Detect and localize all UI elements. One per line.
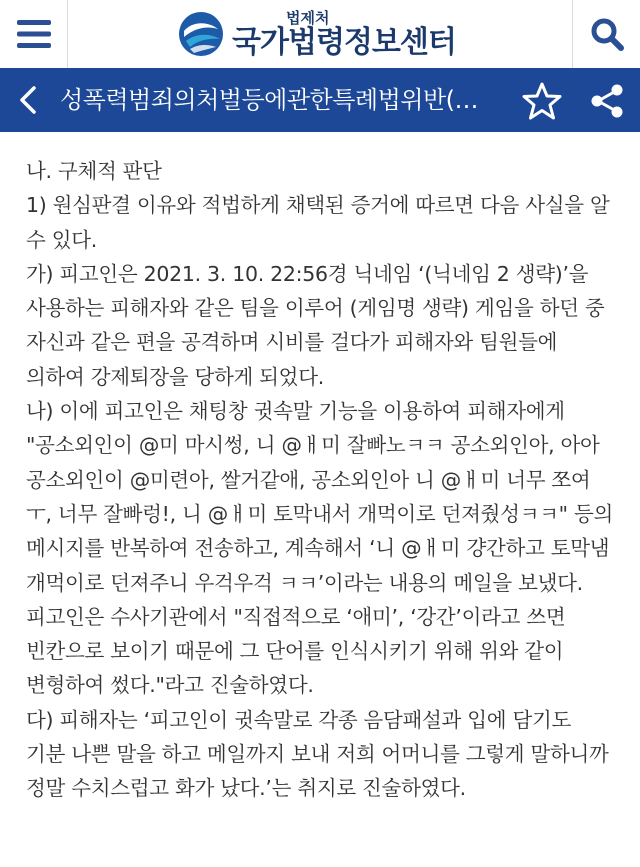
menu-button[interactable] [0,0,68,68]
site-logo[interactable] [178,8,456,60]
hamburger-menu-icon [17,19,51,49]
document-title: 성폭력범죄의처벌등에관한특례법위반(… [60,86,478,114]
logo-emblem-icon [178,11,224,57]
document-title-bar [0,68,640,132]
star-icon [522,81,562,121]
top-header [0,0,640,69]
chevron-left-icon [18,85,38,115]
paragraph: 1) 원심판결 이유와 적법하게 채택된 증거에 따르면 다음 사실을 알 수 있다. [26,193,610,252]
paragraph: 다) 피해자는 ‘피고인이 귓속말로 각종 음담패설과 입에 담기도 기분 나쁜 말을 하고 메일까지 보내 저희 어머니를 그렇게 말하니까 정말 수치스럽고 화가 났다.’는 취지로 진술하였다. [26,707,609,801]
share-icon [589,83,625,119]
logo-title: 국가법령정보센터 [232,24,456,60]
section-heading: 나. 구체적 판단 [26,159,162,183]
paragraph: 가) 피고인은 2021. 3. 10. 22:56경 닉네임 ‘(닉네임 2 생략)’을 사용하는 피해자와 같은 팀을 이루어 (게임명 생략) 게임을 하던 중 자신과 같은 편을 공격하며 시비를 걸다가 피해자와 팀원들에 의하여 강제퇴장을 당하게 되었다. [26,261,605,389]
share-button[interactable] [584,78,630,124]
judgment-content [26,154,616,806]
paragraph: 나) 이에 피고인은 채팅창 귓속말 기능을 이용하여 피해자에게 "공소외인이 @미 마시썽, 니 @ㅐ미 잘빠노ㅋㅋ 공소외인아, 아아 공소외인이 @미련아, 쌀거같애, 공소외인아 니 @ㅐ미 너무 쪼여 ㅜ, 너무 잘빠렁!, 니 @ㅐ미 토막내서 개먹이로 던져줬성ㅋㅋ" 등의 메시지를 반복하여 전송하고, 계속해서 ‘니 @ㅐ미 걍간하고 토막냄 개먹이로 던져주니 우걱우걱 ㅋㅋ’이라는 내용의 메일을 보냈다. 피고인은 수사기관에서 "직접적으로 ‘애미’, ‘강간’이라고 쓰면 빈칸으로 보이기 때문에 그 단어를 인식시키기 위해 위와 같이 변형하여 썼다."라고 진술하였다. [26,399,613,698]
back-button[interactable] [8,80,48,120]
logo-subtitle: 법제처 [286,8,330,27]
bookmark-button[interactable] [519,78,565,124]
search-icon [590,17,624,51]
search-button[interactable] [572,0,640,68]
